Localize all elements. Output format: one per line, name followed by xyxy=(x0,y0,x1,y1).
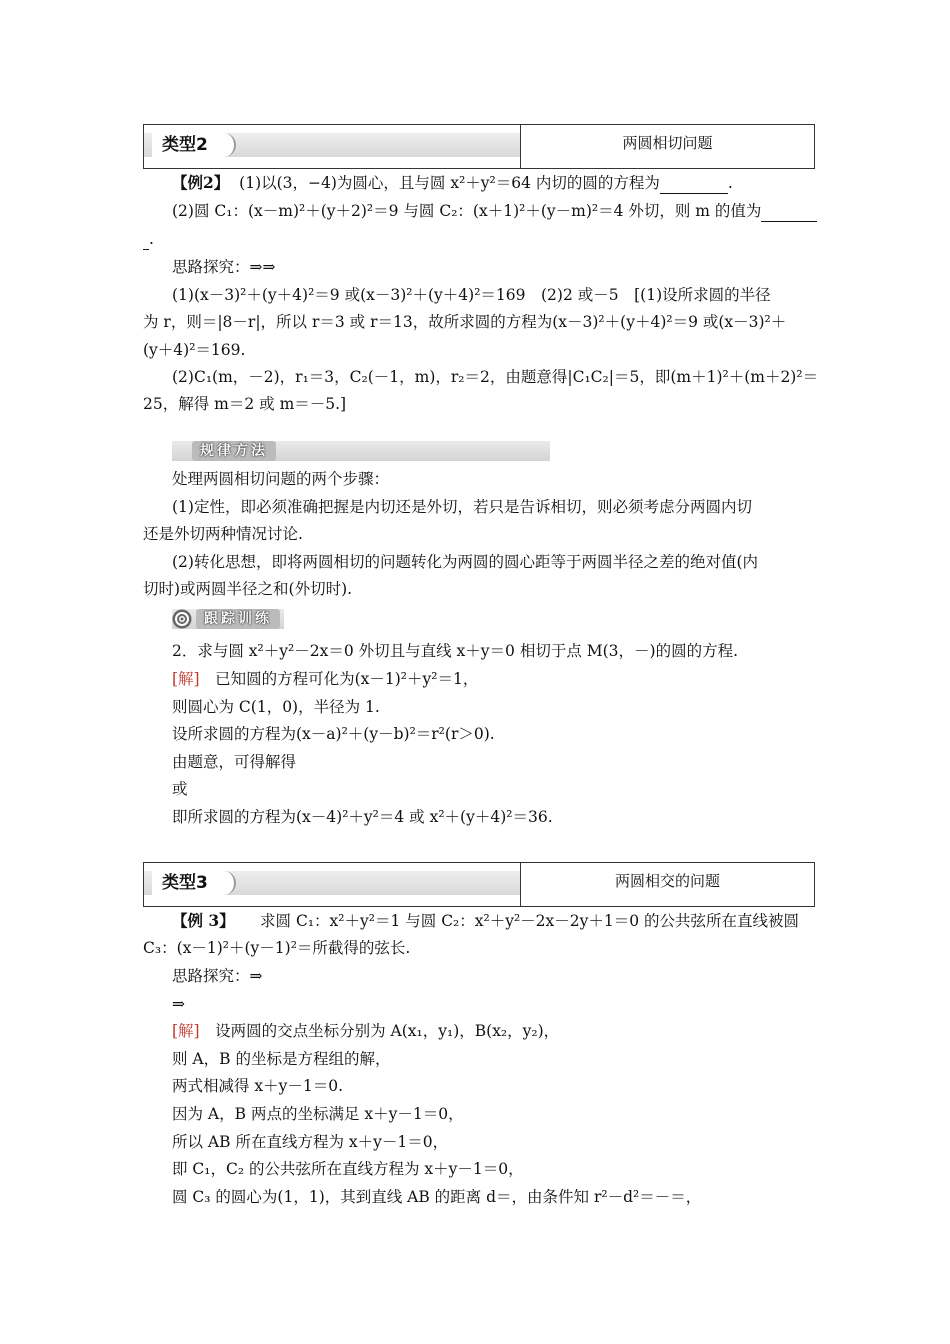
example-3-tag: 【例 3】 xyxy=(172,911,235,930)
example-2-answer-3: (y＋4)²＝169. xyxy=(143,341,246,359)
example-3-solution-7: 圆 C₃ 的圆心为(1，1)，其到直线 AB 的距离 d＝，由条件知 r²－d²＝－＝， xyxy=(172,1188,702,1206)
example-2-q2-end-line xyxy=(143,228,815,250)
practice-solution-2: 则圆心为 C(1，0)，半径为 1. xyxy=(172,698,380,716)
example-2-answer-5: 25，解得 m＝2 或 m＝－5.] xyxy=(143,395,347,413)
practice-label: 跟踪训练 xyxy=(196,609,280,629)
type-3-header xyxy=(143,862,815,907)
type-3-title: 两圆相交的问题 xyxy=(614,872,720,890)
practice-solution-5: 或 xyxy=(172,780,188,798)
practice-section-bar xyxy=(172,609,284,629)
example-3-q1-text: 求圆 C₁：x²＋y²＝1 与圆 C₂：x²＋y²－2x－2y＋1＝0 的公共弦所在直线被圆 xyxy=(244,912,800,930)
example-2-tag: 【例2】 xyxy=(172,173,230,192)
example-2-answer-4: (2)C₁(m，－2)，r₁＝3，C₂(－1，m)，r₂＝2，由题意得|C₁C₂|＝5，即(m＋1)²＋(m＋2)²＝ xyxy=(172,368,819,386)
example-2-q2-end: . xyxy=(149,230,154,248)
type-2-title: 两圆相切问题 xyxy=(622,134,713,152)
example-3-solution-5: 所以 AB 所在直线方程为 x＋y－1＝0， xyxy=(172,1133,449,1151)
example-3-solution-3: 两式相减得 x＋y－1＝0. xyxy=(172,1077,344,1095)
method-intro: 处理两圆相切问题的两个步骤： xyxy=(172,470,390,488)
example-2-answer-1: (1)(x－3)²＋(y＋4)²＝9 或(x－3)²＋(y＋4)²＝169 (2)2 或－5 [(1)设所求圆的半径 xyxy=(172,286,771,304)
example-3-question-2: C₃：(x－1)²＋(y－1)²＝所截得的弦长. xyxy=(143,939,411,957)
example-2-question-1 xyxy=(172,172,844,194)
example-2-q1-end: . xyxy=(727,174,733,192)
example-3-solution-2: 则 A，B 的坐标是方程组的解， xyxy=(172,1050,391,1068)
practice-solution-1 xyxy=(172,668,844,690)
type-3-label: 类型3 xyxy=(152,871,236,895)
example-2-q1-text: (1)以(3，−4)为圆心，且与圆 x²＋y²＝64 内切的圆的方程为 xyxy=(239,174,660,192)
type-2-header xyxy=(143,124,815,169)
example-3-solution-1-text: 设两圆的交点坐标分别为 A(x₁，y₁)，B(x₂，y₂)， xyxy=(199,1022,560,1040)
example-3-idea-2: ⇒ xyxy=(172,995,185,1013)
example-3-solution-6: 即 C₁，C₂ 的公共弦所在直线方程为 x＋y－1＝0， xyxy=(172,1160,524,1178)
solution-tag: [解] xyxy=(172,1022,200,1040)
answer-blank xyxy=(660,179,728,194)
example-3-solution-1 xyxy=(172,1020,844,1042)
solution-tag: [解] xyxy=(172,670,200,688)
method-section-bar xyxy=(172,441,550,461)
answer-blank xyxy=(761,207,817,222)
method-step-2b: 切时)或两圆半径之和(外切时). xyxy=(143,580,353,598)
example-2-q2-text: (2)圆 C₁：(x－m)²＋(y＋2)²＝9 与圆 C₂：(x＋1)²＋(y－m)²＝4 外切，则 m 的值为 xyxy=(172,202,762,220)
method-step-2a: (2)转化思想，即将两圆相切的问题转化为两圆的圆心距等于两圆半径之差的绝对值(内 xyxy=(172,553,759,571)
practice-question: 2．求与圆 x²＋y²－2x＝0 外切且与直线 x＋y＝0 相切于点 M(3，－)的圆的方程. xyxy=(172,642,739,660)
target-icon xyxy=(172,609,192,629)
practice-solution-1-text: 已知圆的方程可化为(x－1)²＋y²＝1， xyxy=(199,670,479,688)
practice-solution-3: 设所求圆的方程为(x－a)²＋(y－b)²＝r²(r＞0). xyxy=(172,725,495,743)
type-2-label: 类型2 xyxy=(152,133,236,157)
method-step-1b: 还是外切两种情况讨论. xyxy=(143,525,303,543)
practice-solution-4: 由题意，可得解得 xyxy=(172,753,297,771)
example-2-answer-2: 为 r，则＝|8－r|，所以 r＝3 或 r＝13，故所求圆的方程为(x－3)²＋(y＋4)²＝9 或(x－3)²＋ xyxy=(143,313,787,331)
method-label: 规律方法 xyxy=(192,441,276,461)
example-3-idea: 思路探究：⇒ xyxy=(172,967,263,985)
example-3-question-1 xyxy=(172,910,844,932)
method-step-1a: (1)定性，即必须准确把握是内切还是外切，若只是告诉相切，则必须考虑分两圆内切 xyxy=(172,498,752,516)
example-2-question-2 xyxy=(172,200,844,222)
example-3-solution-4: 因为 A，B 两点的坐标满足 x＋y－1＝0， xyxy=(172,1105,464,1123)
practice-solution-6: 即所求圆的方程为(x－4)²＋y²＝4 或 x²＋(y＋4)²＝36. xyxy=(172,808,553,826)
example-2-idea: 思路探究：⇒⇒ xyxy=(172,258,276,276)
